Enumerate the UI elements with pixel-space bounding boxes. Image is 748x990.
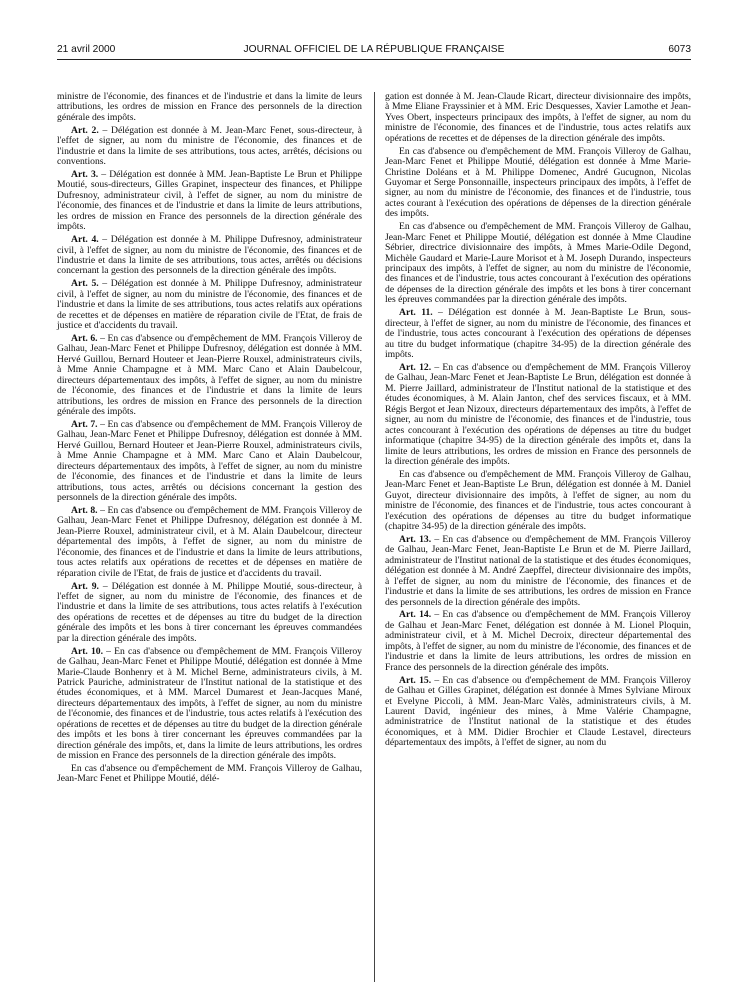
paragraph [57,279,362,331]
paragraph-text: – En cas d'absence ou d'empêchement de MM. François Villeroy de Galhau, Jean-Marc Fenet et Philippe Dufresnoy, délégation est donnée à MM. Hervé Guillou, Bernard Houteer et Jean-Pierre Rouxel, administrateurs civils, à Mme Annie Champagne et à MM. Marc Cano et Alain Daubelcour, directeurs départementaux des impôts, à l'effet de signer, au nom du ministre de l'économie, des finances et de l'industrie et dans la limite de leurs attributions, tous actes, arrêtés ou décisions concernant la gestion des personnels de la direction générale des impôts. [57,418,363,504]
paragraph [385,147,691,220]
paragraph-text: – Délégation est donnée à M. Jean-Baptiste Le Brun, sous-directeur, à l'effet de signer, au nom du ministre de l'économie, des finances et de l'industrie, tous actes concourant à l'exécution des opérations de dépenses au titre du budget informatique (chapitre 34-95) de la direction générale des impôts. [385,307,691,361]
header-date: 21 avril 2000 [57,44,116,55]
paragraph [385,535,691,608]
paragraph [385,470,691,533]
paragraph [57,170,362,233]
right-column [385,92,691,751]
paragraph [57,126,362,168]
paragraph [385,92,691,144]
paragraph-text: – Délégation est donnée à M. Philippe Moutié, sous-directeur, à l'effet de signer, au nom du ministre de l'économie, des finances et de l'industrie et dans la limite de ses attributions, tous actes relatifs à l'exécution des opérations de recettes et de dépenses au titre du budget de la direction générale des impôts et les bons à tirer concernant les épreuves commandées par la direction générale des impôts. [57,580,362,644]
article-number: Art. 5. [71,278,99,290]
paragraph-text: – En cas d'absence ou d'empêchement de MM. François Villeroy de Galhau, Jean-Marc Fenet, Jean-Baptiste Le Brun et de M. Pierre Jaillard, administrateur de l'Institut national de la statistique et des études économiques, délégation est donnée à M. André Zaepffel, directeur divisionnaire des impôts, à l'effet de signer, au nom du ministre de l'économie, des finances et de l'industrie et dans la limite de ses attributions, les ordres de mission en France des personnels de la direction générale des impôts. [385,533,691,608]
paragraph-text: En cas d'absence ou d'empêchement de MM. François Villeroy de Galhau, Jean-Marc Fenet et Jean-Baptiste Le Brun, délégation est donnée à M. Daniel Guyot, directeur divisionnaire des impôts, à l'effet de signer, au nom du ministre de l'économie, des finances et de l'industrie, tous actes concourant à l'exécution des opérations de dépenses au titre du budget informatique (chapitre 34-95) de la direction générale des impôts. [385,468,691,533]
article-number: Art. 3. [71,168,99,180]
article-number: Art. 14. [399,609,432,621]
paragraph [385,676,691,749]
paragraph [57,334,362,418]
page-number: 6073 [668,44,691,55]
paragraph-text: – Délégation est donnée à MM. Jean-Baptiste Le Brun et Philippe Moutié, sous-directeurs, Gilles Grapinet, inspecteur des finances, et Philippe Dufresnoy, administrateur civil, à l'effet de signer, au nom du ministre de l'économie, des finances et de l'industrie et dans la limite de leurs attributions, les ordres de mission en France des personnels de la direction générale des impôts. [57,168,362,233]
paragraph-text: – En cas d'absence ou d'empêchement de MM. François Villeroy de Galhau, Jean-Marc Fenet et Jean-Baptiste Le Brun, délégation est donnée à M. Pierre Jaillard, administrateur de l'Institut national de la statistique et des études économiques, à M. Alain Janton, chef des services fiscaux, et à MM. Régis Bergot et Jean Nizoux, directeurs départementaux des impôts, à l'effet de signer, au nom du ministre de l'économie, des finances et de l'industrie, tous actes concourant à l'exécution des opérations de dépenses au titre du budget informatique (chapitre 34-95) de la direction générale des impôts et, dans la limite de leurs attributions, les ordres de mission en France des personnels de la direction générale des impôts. [385,361,691,467]
paragraph [57,647,362,762]
header-rule [57,59,691,60]
paragraph [385,610,691,673]
article-number: Art. 13. [399,533,432,545]
paragraph [57,92,362,123]
paragraph-text: – En cas d'absence ou d'empêchement de MM. François Villeroy de Galhau, Jean-Marc Fenet et Philippe Dufresnoy, délégation est donnée à M. Jean-Pierre Rouxel, administrateur civil, et à M. Alain Daubelcour, directeur départemental des impôts, à l'effet de signer, au nom du ministre de l'économie, des finances et de l'industrie et dans la limite de leurs attributions, tous actes relatifs aux opérations de recettes et de dépenses en matière de réparation civile de l'Etat, de frais de justice et d'accidents du travail. [57,504,363,579]
article-number: Art. 8. [71,504,98,516]
paragraph-text: En cas d'absence ou d'empêchement de MM. François Villeroy de Galhau, Jean-Marc Fenet et Philippe Moutié, délégation est donnée à Mme Marie-Christine Doléans et à M. Philippe Domenec, André Gucugnon, Nicolas Guyomar et Serge Ponsonnaille, inspecteurs principaux des impôts, à l'effet de signer, au nom du ministre de l'économie, des finances et de l'industrie, tous actes courant à l'exécution des opérations de dépenses de la direction générale des impôts. [385,145,691,220]
article-number: Art. 11. [399,307,433,319]
paragraph [57,506,362,579]
article-number: Art. 9. [71,580,99,592]
article-number: Art. 4. [71,234,99,246]
page-header [57,44,691,58]
paragraph-text: – Délégation est donnée à M. Philippe Dufresnoy, administrateur civil, à l'effet de signer, au nom du ministre de l'économie, des finances et de l'industrie et dans la limite de ses attributions, tous actes, arrêtés ou décisions concernant la gestion des personnels de la direction générale des impôts. [57,234,362,277]
paragraph [57,764,362,785]
paragraph-text: En cas d'absence ou d'empêchement de MM. François Villeroy de Galhau, Jean-Marc Fenet et Philippe Moutié, délégation est donnée à Mme Claudine Sébrier, directrice divisionnaire des impôts, à Mmes Marie-Odile Degond, Michèle Gaudard et Marie-Laure Morisot et à M. Joseph Durando, inspecteurs principaux des impôts, à l'effet de signer, au nom du ministre de l'économie, des finances et de l'industrie, tous actes concourant à l'exécution des opérations de dépenses de la direction générale des impôts et les bons à tirer concernant les épreuves commandées par la direction générale des impôts. [385,221,691,306]
article-number: Art. 2. [71,124,99,136]
article-number: Art. 7. [71,418,98,430]
article-number: Art. 6. [71,332,98,344]
paragraph [385,308,691,360]
article-number: Art. 10. [71,645,104,657]
paragraph-text: – En cas d'absence ou d'empêchement de MM. François Villeroy de Galhau et Jean-Marc Fenet, délégation est donnée à M. Lionel Ploquin, administrateur civil, et à M. Michel Decroix, directeur départemental des impôts, à l'effet de signer, au nom du ministre de l'économie, des finances et de l'industrie et dans la limite de leurs attributions, les ordres de mission en France des personnels de la direction générale des impôts. [385,609,691,673]
paragraph [385,363,691,468]
paragraph [57,582,362,645]
paragraph [57,235,362,277]
left-column [57,92,362,787]
column-separator [374,92,375,982]
article-number: Art. 15. [399,674,432,686]
paragraph-text: – En cas d'absence ou d'empêchement de MM. François Villeroy de Galhau, Jean-Marc Fenet et Philippe Moutié, délégation est donnée à Mme Marie-Claude Bonhenry et à M. Michel Berne, administrateurs civils, à M. Patrick Pauriche, administrateur de l'Institut national de la statistique et des études économiques, et à MM. Marcel Dumarest et Jean-Jacques Mané, directeurs départementaux des impôts, à l'effet de signer, au nom du ministre de l'économie, des finances et de l'industrie, tous actes relatifs à l'exécution des opérations de recettes et de dépenses au titre du budget de la direction générale des impôts et les bons à tirer concernant les épreuves commandées par la direction générale des impôts, et, dans la limite de leurs attributions, les ordres de mission en France des personnels de la direction générale des impôts. [57,645,362,762]
journal-title: JOURNAL OFFICIEL DE LA RÉPUBLIQUE FRANÇAISE [243,44,505,55]
paragraph-text: – En cas d'absence ou d'empêchement de MM. François Villeroy de Galhau, Jean-Marc Fenet et Philippe Dufresnoy, délégation est donnée à MM. Hervé Guillou, Bernard Houteer et Jean-Pierre Rouxel, administrateurs civils, à Mme Annie Champagne et à MM. Marc Cano et Alain Daubelcour, directeurs départementaux des impôts, à l'effet de signer, au nom du ministre de l'économie, des finances et de l'industrie et dans la limite de leurs attributions, les ordres de mission en France des personnels de la direction générale des impôts. [57,332,363,418]
paragraph-text: – En cas d'absence ou d'empêchement de MM. François Villeroy de Galhau et Gilles Grapinet, délégation est donnée à Mmes Sylviane Miroux et Evelyne Piccoli, à MM. Jean-Marc Valès, administrateurs civils, à M. Laurent David, ingénieur des mines, à Mme Valérie Champagne, administratrice de l'Institut national de la statistique et des études économiques, et à MM. Didier Brochier et Claude Lestavel, directeurs départementaux des impôts, à l'effet de signer, au nom du [385,674,691,749]
paragraph [57,420,362,504]
paragraph-text: ministre de l'économie, des finances et de l'industrie et dans la limite de leurs attributions, les ordres de mission en France des personnels de la direction générale des impôts. [57,91,362,123]
paragraph-text: En cas d'absence ou d'empêchement de MM. François Villeroy de Galhau, Jean-Marc Fenet et Philippe Moutié, délé- [57,763,362,785]
paragraph-text: gation est donnée à M. Jean-Claude Ricart, directeur divisionnaire des impôts, à Mme Eliane Frayssinier et à MM. Eric Desquesses, Xavier Lamothe et Jean-Yves Obert, inspecteurs principaux des impôts, à l'effet de signer, au nom du ministre de l'économie, des finances et de l'industrie, tous actes relatifs aux opérations de recettes et de dépenses de la direction générale des impôts. [385,91,691,144]
article-number: Art. 12. [399,361,432,373]
paragraph-text: – Délégation est donnée à M. Philippe Dufresnoy, administrateur civil, à l'effet de signer, au nom du ministre de l'économie, des finances et de l'industrie et dans la limite de ses attributions, tous actes relatifs aux opérations de recettes et de dépenses en matière de réparation civile de l'Etat, de frais de justice et d'accidents du travail. [57,278,362,332]
paragraph-text: – Délégation est donnée à M. Jean-Marc Fenet, sous-directeur, à l'effet de signer, au nom du ministre de l'économie, des finances et de l'industrie et dans la limite de ses attributions, tous actes, arrêtés, décisions ou conventions. [57,124,362,168]
paragraph [385,222,691,306]
